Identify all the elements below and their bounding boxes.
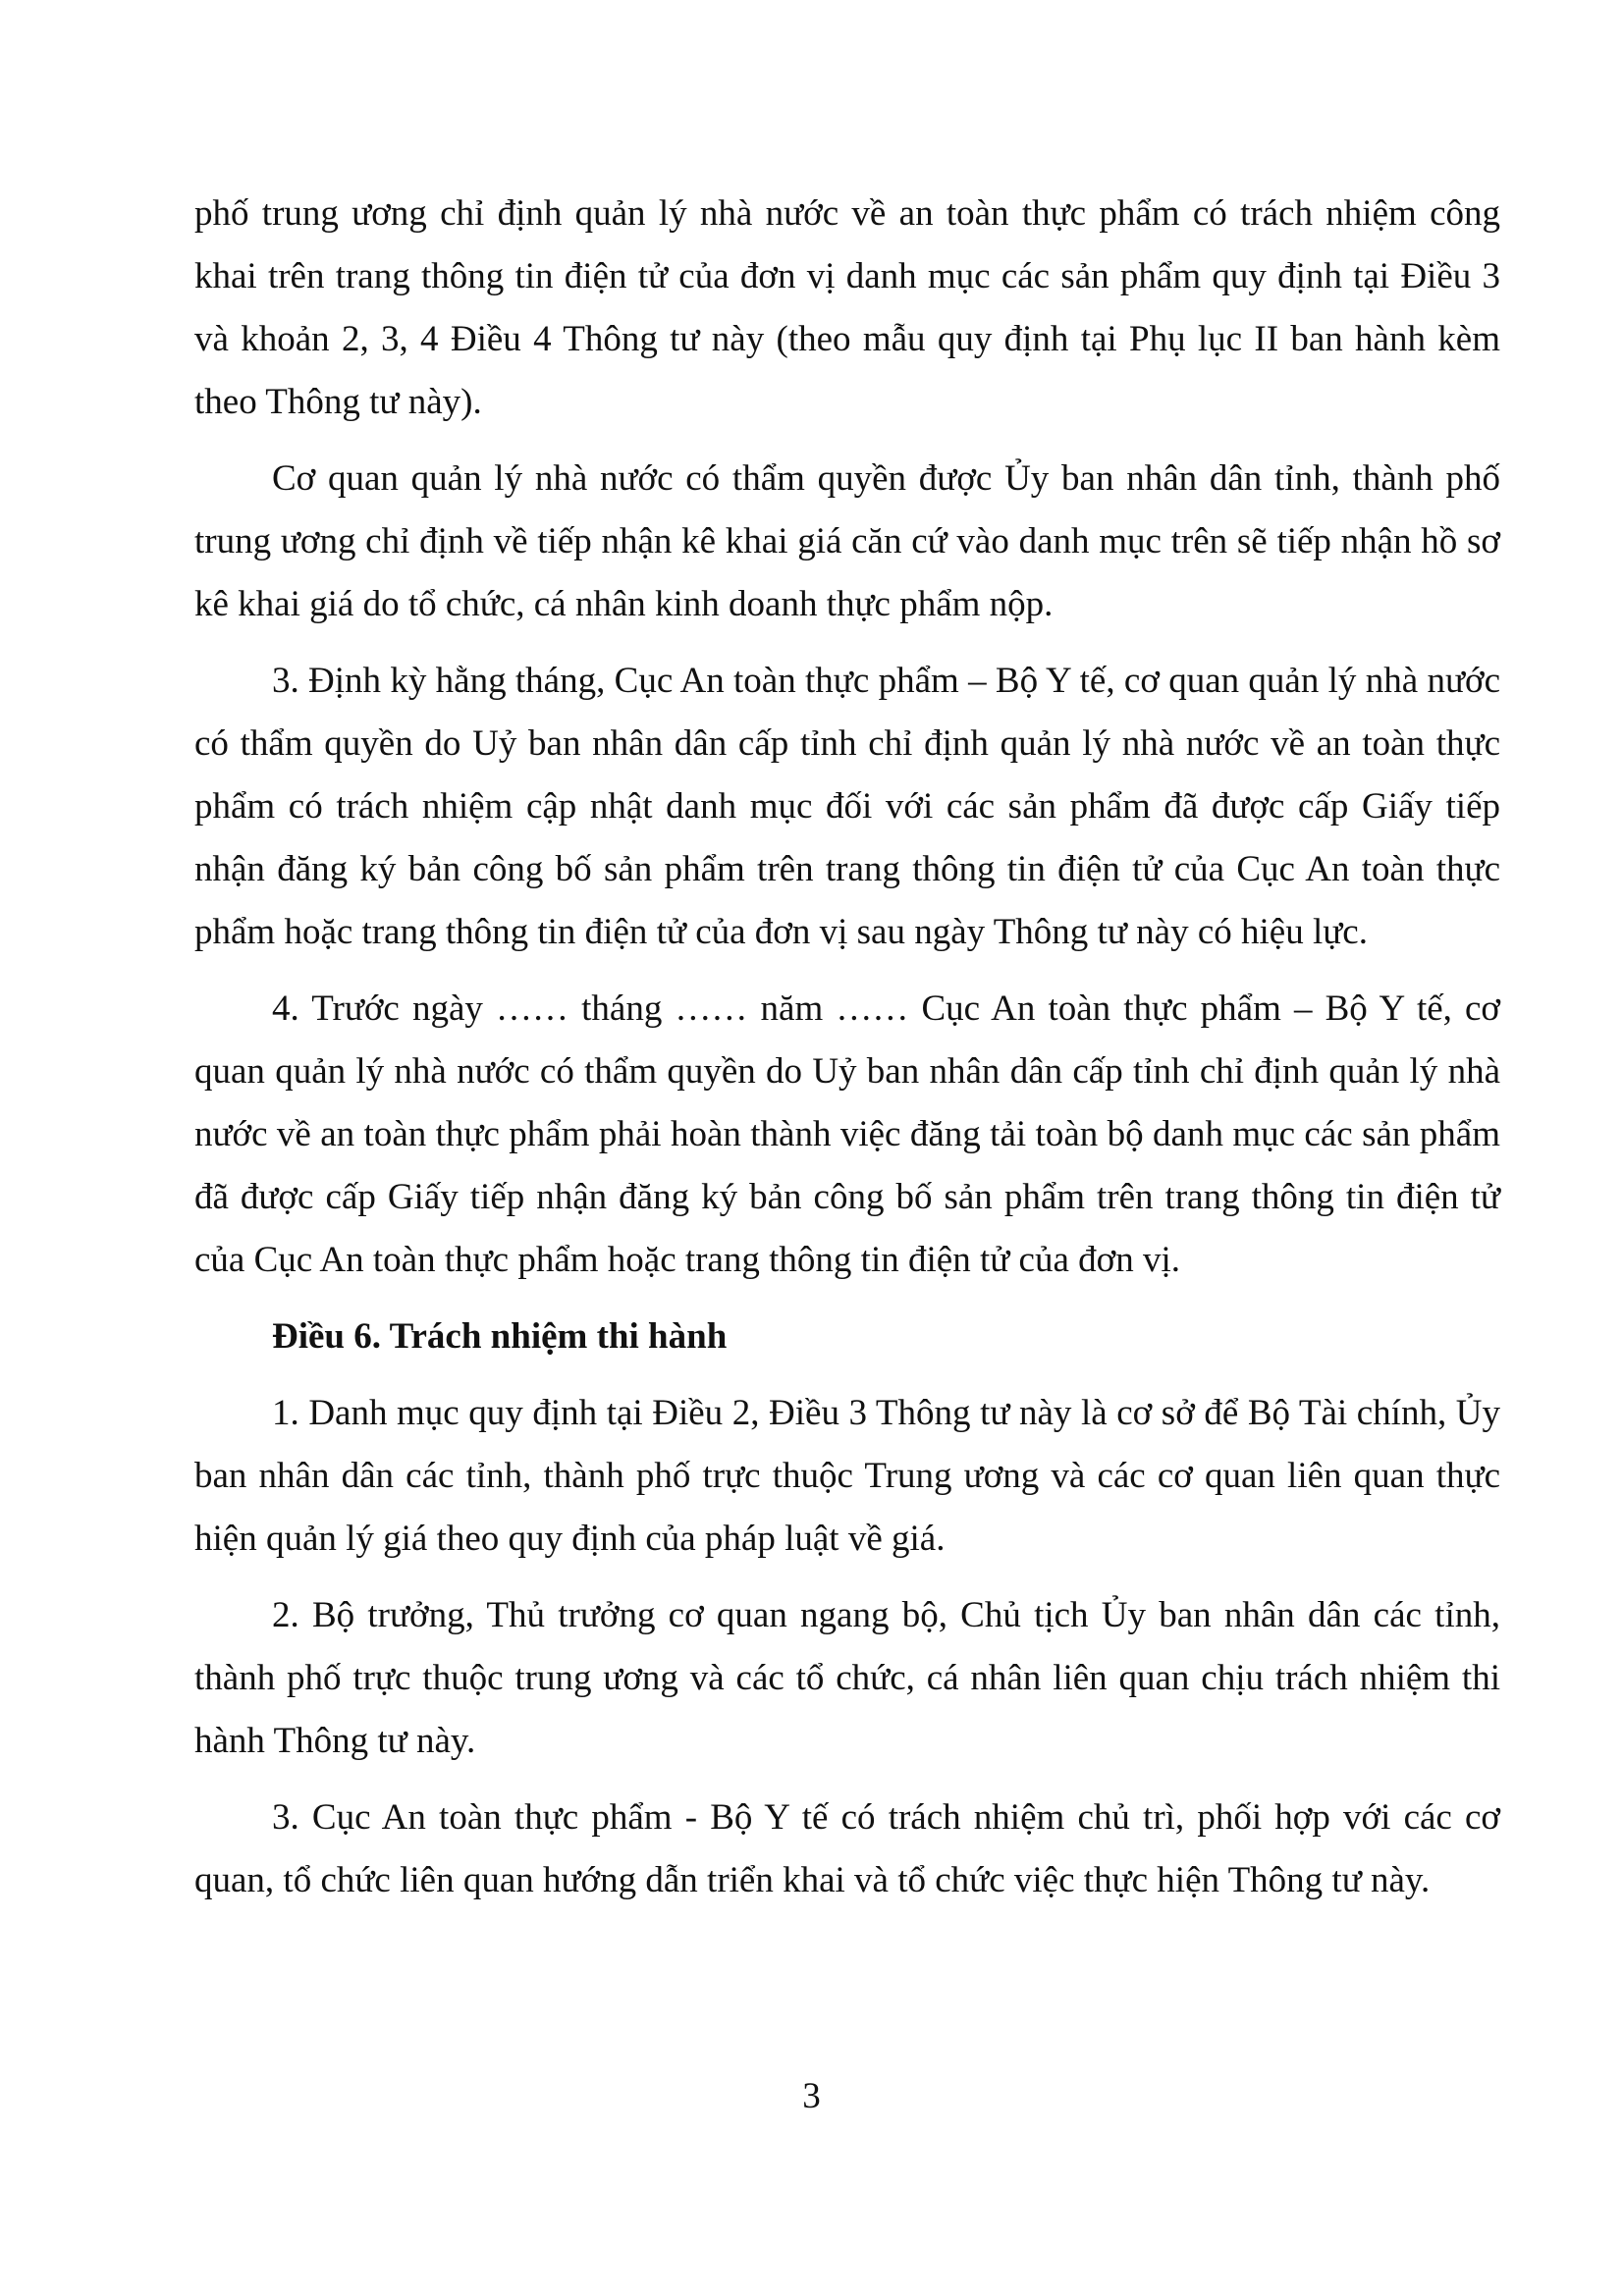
paragraph-clause-3: 3. Định kỳ hằng tháng, Cục An toàn thực phẩm – Bộ Y tế, cơ quan quản lý nhà nước có thẩm quyền do Uỷ ban nhân dân cấp tỉnh chỉ định quản lý nhà nước về an toàn thực phẩm có trách nhiệm cập nhật danh mục đối với các sản phẩm đã được cấp Giấy tiếp nhận đăng ký bản công bố sản phẩm trên trang thông tin điện tử của Cục An toàn thực phẩm hoặc trang thông tin điện tử của đơn vị sau ngày Thông tư này có hiệu lực.: [194, 661, 1500, 952]
paragraph-clause-4: 4. Trước ngày …… tháng …… năm …… Cục An toàn thực phẩm – Bộ Y tế, cơ quan quản lý nhà nước có thẩm quyền do Uỷ ban nhân dân cấp tỉnh chỉ định quản lý nhà nước về an toàn thực phẩm phải hoàn thành việc đăng tải toàn bộ danh mục các sản phẩm đã được cấp Giấy tiếp nhận đăng ký bản công bố sản phẩm trên trang thông tin điện tử của Cục An toàn thực phẩm hoặc trang thông tin điện tử của đơn vị.: [194, 988, 1500, 1280]
paragraph-continuation: phố trung ương chỉ định quản lý nhà nước về an toàn thực phẩm có trách nhiệm công khai trên trang thông tin điện tử của đơn vị danh mục các sản phẩm quy định tại Điều 3 và khoản 2, 3, 4 Điều 4 Thông tư này (theo mẫu quy định tại Phụ lục II ban hành kèm theo Thông tư này).: [194, 193, 1500, 422]
article-6-clause-2: 2. Bộ trưởng, Thủ trưởng cơ quan ngang bộ, Chủ tịch Ủy ban nhân dân các tỉnh, thành phố trực thuộc trung ương và các tổ chức, cá nhân liên quan chịu trách nhiệm thi hành Thông tư này.: [194, 1595, 1500, 1761]
article-6-clause-1: 1. Danh mục quy định tại Điều 2, Điều 3 Thông tư này là cơ sở để Bộ Tài chính, Ủy ban nhân dân các tỉnh, thành phố trực thuộc Trung ương và các cơ quan liên quan thực hiện quản lý giá theo quy định của pháp luật về giá.: [194, 1393, 1500, 1559]
article-6-heading: Điều 6. Trách nhiệm thi hành: [272, 1316, 728, 1357]
page-number: 3: [802, 2076, 821, 2116]
paragraph-price-declaration: Cơ quan quản lý nhà nước có thẩm quyền được Ủy ban nhân dân tỉnh, thành phố trung ương chỉ định về tiếp nhận kê khai giá căn cứ vào danh mục trên sẽ tiếp nhận hồ sơ kê khai giá do tổ chức, cá nhân kinh doanh thực phẩm nộp.: [194, 458, 1500, 624]
document-body: [194, 183, 1500, 1926]
article-6-clause-3: 3. Cục An toàn thực phẩm - Bộ Y tế có trách nhiệm chủ trì, phối hợp với các cơ quan, tổ chức liên quan hướng dẫn triển khai và tổ chức việc thực hiện Thông tư này.: [194, 1797, 1500, 1900]
